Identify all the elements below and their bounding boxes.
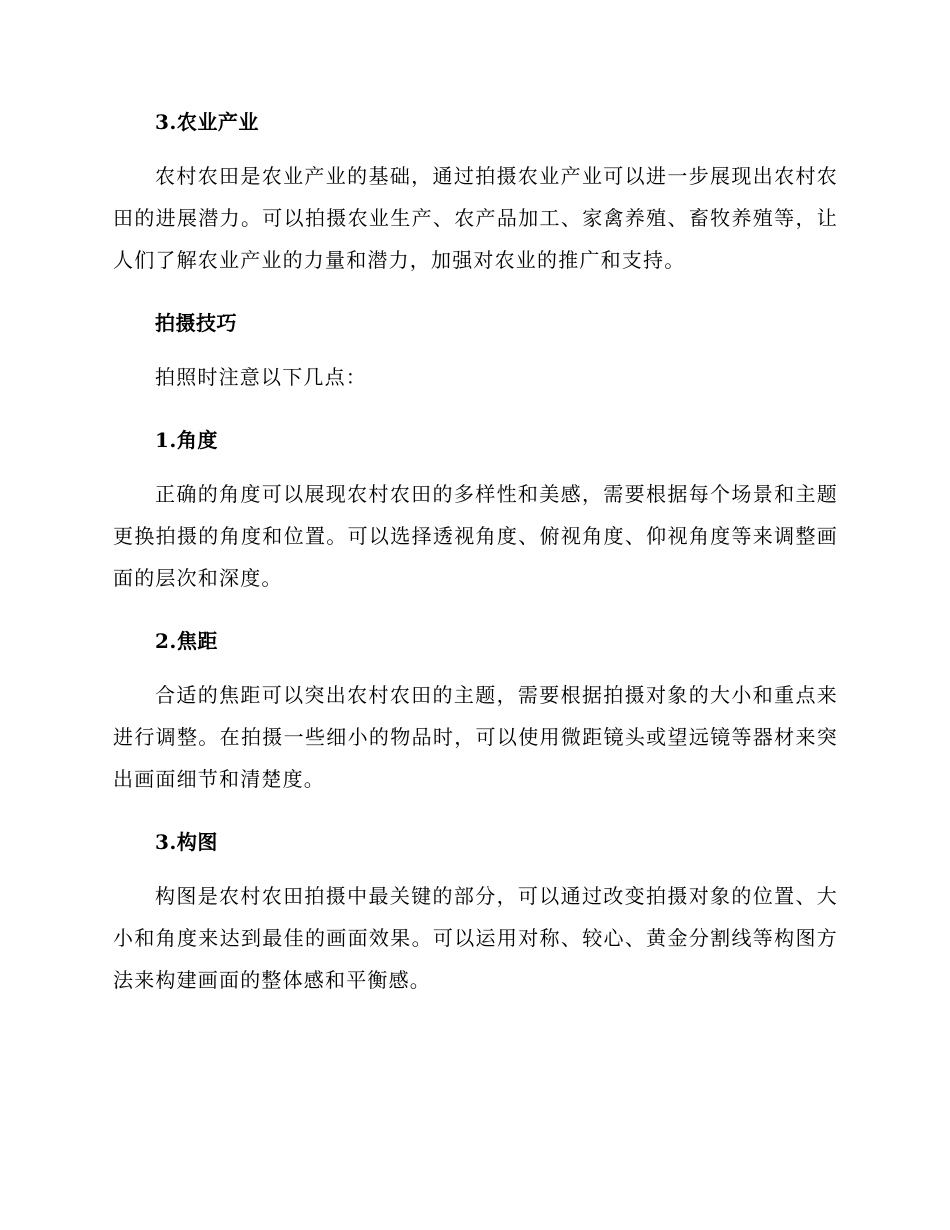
paragraph-angle: 正确的角度可以展现农村农田的多样性和美感，需要根据每个场景和主题更换拍摄的角度和位置。可以选择透视角度、俯视角度、仰视角度等来调整画面的层次和深度。 bbox=[113, 482, 838, 590]
document-page bbox=[113, 108, 838, 1001]
section-heading-composition: 3.构图 bbox=[155, 830, 218, 854]
paragraph-agriculture-industry: 农村农田是农业产业的基础，通过拍摄农业产业可以进一步展现出农村农田的进展潜力。可以拍摄农业生产、农产品加工、家禽养殖、畜牧养殖等，让人们了解农业产业的力量和潜力，加强对农业的推广和支持。 bbox=[113, 164, 838, 272]
section-heading-angle: 1.角度 bbox=[155, 428, 218, 452]
paragraph-shooting-tips-intro: 拍照时注意以下几点： bbox=[155, 365, 367, 389]
paragraph-composition: 构图是农村农田拍摄中最关键的部分，可以通过改变拍摄对象的位置、大小和角度来达到最佳的画面效果。可以运用对称、较心、黄金分割线等构图方法来构建画面的整体感和平衡感。 bbox=[113, 884, 838, 992]
paragraph-focal-length: 合适的焦距可以突出农村农田的主题，需要根据拍摄对象的大小和重点来进行调整。在拍摄一些细小的物品时，可以使用微距镜头或望远镜等器材来突出画面细节和清楚度。 bbox=[113, 683, 838, 791]
section-heading-shooting-tips: 拍摄技巧 bbox=[155, 311, 237, 335]
section-heading-focal-length: 2.焦距 bbox=[155, 629, 218, 653]
section-heading-agriculture-industry: 3.农业产业 bbox=[155, 110, 259, 134]
